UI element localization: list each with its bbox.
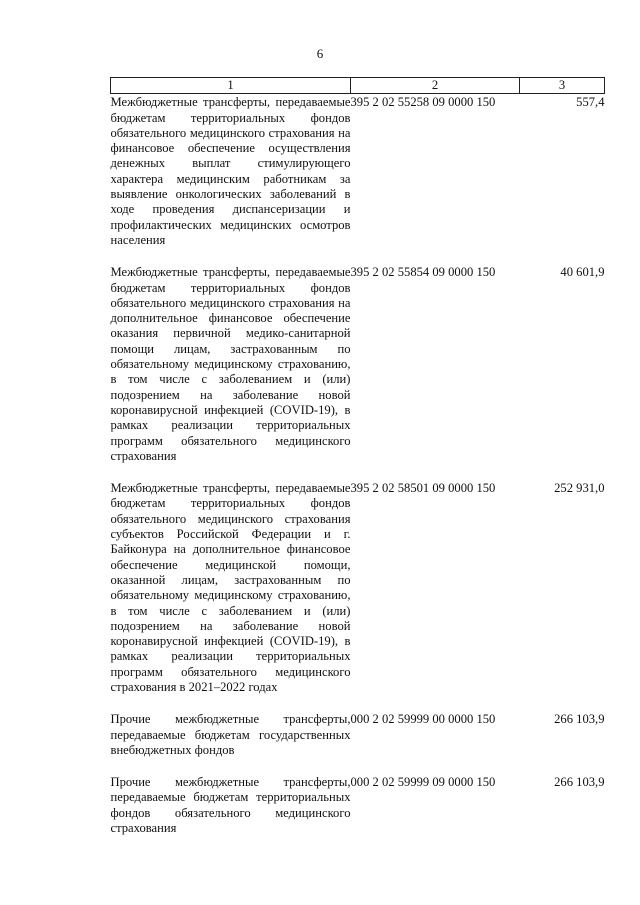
table-row (111, 94, 605, 265)
row-amount: 266 103,9 (554, 775, 605, 790)
row-name: Прочие межбюджетные трансферты, передаваемые бюджетам государственных внебюджетных фондов (110, 712, 351, 757)
table-row (111, 775, 605, 853)
row-amount: 40 601,9 (560, 265, 605, 280)
row-name: Прочие межбюджетные трансферты, передаваемые бюджетам территориальных фондов обязательного медицинского страхования (110, 775, 351, 836)
header-row (111, 78, 605, 94)
column-header-1: 1 (111, 78, 351, 94)
row-code: 000 2 02 59999 09 0000 150 (350, 775, 496, 790)
row-code: 000 2 02 59999 00 0000 150 (350, 712, 496, 727)
table-row (111, 481, 605, 712)
row-code: 395 2 02 55258 09 0000 150 (350, 95, 496, 110)
row-name: Межбюджетные трансферты, передаваемые бюджетам территориальных фондов обязательного медицинского страхования на дополнительное финансовое обеспечение оказания первичной медико-санитарной помощи лицам, застрахованным по обязательному медицинскому страхованию, в том числе с заболеванием и (или) подозрением на заболевание новой коронавирусной инфекцией (COVID-19), в рамках реализации территориальных программ обязательного медицинского страхования (110, 265, 351, 463)
row-code: 395 2 02 58501 09 0000 150 (350, 481, 496, 496)
column-header-2: 2 (351, 78, 520, 94)
row-amount: 266 103,9 (554, 712, 605, 727)
row-name: Межбюджетные трансферты, передаваемые бюджетам территориальных фондов обязательного медицинского страхования субъектов Российской Федерации и г. Байконура на дополнительное финансовое обеспечение медицинской помощи, оказанной лицам, застрахованным по обязательному медицинскому страхованию, в том числе с заболеванием и (или) подозрением на заболевание новой коронавирусной инфекцией (COVID-19), в рамках реализации территориальных программ обязательного медицинского страхования в 2021–2022 годах (110, 481, 351, 694)
budget-table (110, 77, 605, 853)
column-header-3: 3 (520, 78, 605, 94)
table-row (111, 712, 605, 775)
row-amount: 252 931,0 (554, 481, 605, 496)
row-amount: 557,4 (576, 95, 605, 110)
page-number: 6 (316, 46, 324, 61)
table-row (111, 265, 605, 481)
row-name: Межбюджетные трансферты, передаваемые бюджетам территориальных фондов обязательного медицинского страхования на финансовое обеспечение осуществления денежных выплат стимулирующего характера медицинским работникам за выявление онкологических заболеваний в ходе проведения диспансеризации и профилактических медицинских осмотров населения (110, 95, 351, 247)
row-code: 395 2 02 55854 09 0000 150 (350, 265, 496, 280)
